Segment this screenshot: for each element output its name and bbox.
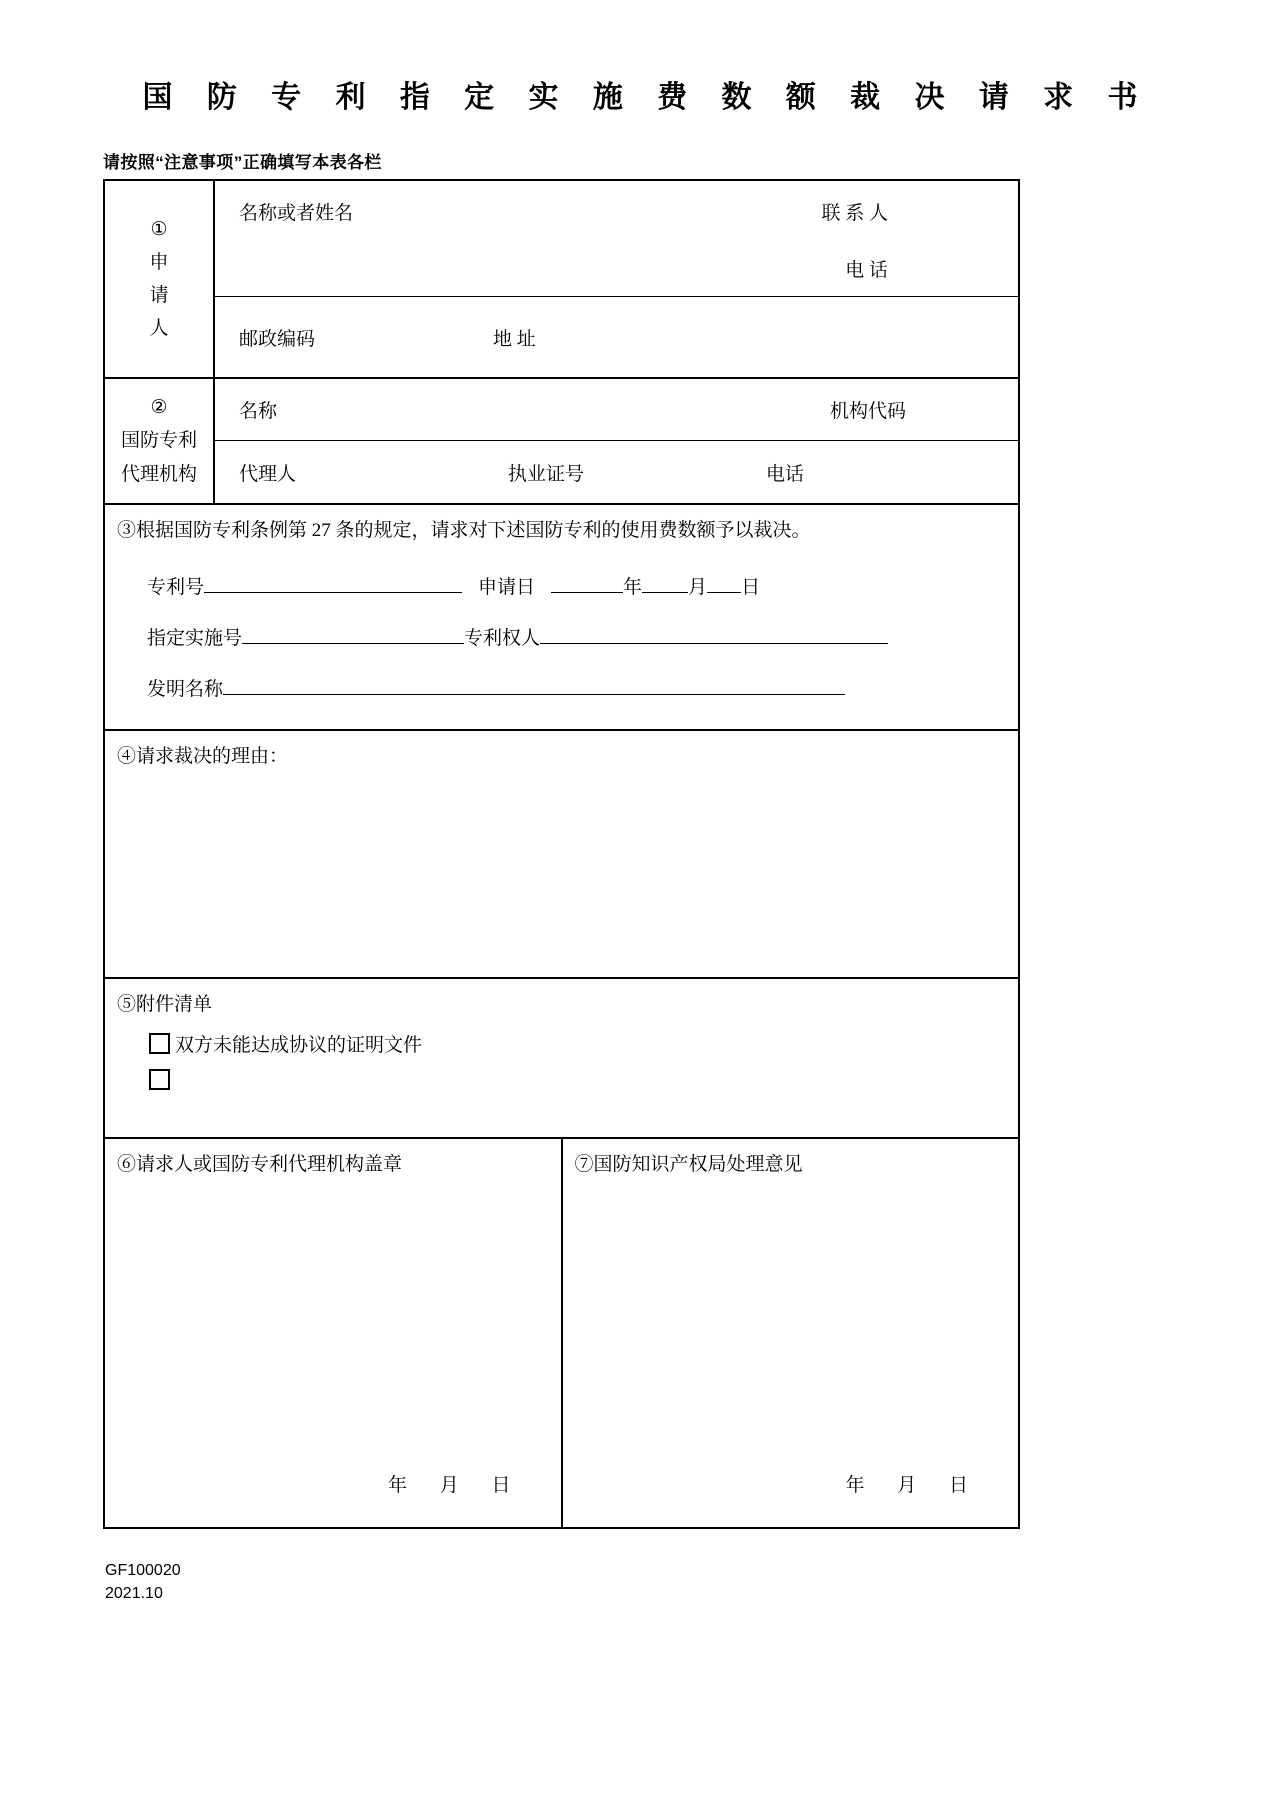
section-request <box>105 505 1018 731</box>
section-applicant-label-line-2: 请 <box>149 285 169 306</box>
section-applicant-label-line-3: 人 <box>149 318 169 340</box>
apply-date-label: 申请日 <box>478 577 536 598</box>
checkbox-icon[interactable] <box>149 1033 170 1054</box>
section-agency-label-line-2: 代理机构 <box>120 463 197 485</box>
section-reason-fields[interactable] <box>105 731 1018 977</box>
section-applicant-number: ① <box>150 218 168 240</box>
agency-name-row[interactable] <box>215 379 1018 441</box>
implementation-number-label: 指定实施号 <box>147 628 243 649</box>
section-applicant-fields <box>215 181 1018 377</box>
agency-code-label: 机构代码 <box>829 401 906 422</box>
section-office-opinion-heading: ⑦国防知识产权局处理意见 <box>574 1154 803 1175</box>
invention-name-line <box>105 674 1018 701</box>
invention-name-input[interactable] <box>223 674 845 695</box>
section-requester-seal[interactable] <box>105 1139 563 1527</box>
apply-month-input[interactable] <box>642 572 688 593</box>
section-attachments-fields <box>105 979 1018 1137</box>
attachment-item-1-label: 双方未能达成协议的证明文件 <box>175 1035 423 1056</box>
patent-number-input[interactable] <box>204 572 462 593</box>
section-agency-label-line-1: 国防专利 <box>120 430 197 452</box>
form-footer <box>105 1559 1280 1605</box>
applicant-address-row[interactable] <box>215 297 1018 377</box>
applicant-phone-row[interactable] <box>215 241 1018 297</box>
attachment-item-2[interactable] <box>149 1069 1018 1090</box>
applicant-phone-label: 电 话 <box>845 260 888 281</box>
day-label: 日 <box>741 577 761 598</box>
invention-name-label: 发明名称 <box>147 679 224 700</box>
office-date-line: 年 月 日 <box>845 1475 982 1496</box>
section-requester-seal-heading: ⑥请求人或国防专利代理机构盖章 <box>117 1154 403 1175</box>
requester-date-line: 年 月 日 <box>387 1475 525 1496</box>
form-code: GF100020 <box>105 1562 181 1579</box>
section-attachments <box>105 979 1018 1139</box>
applicant-address-label: 地 址 <box>493 328 536 350</box>
year-label: 年 <box>623 577 643 598</box>
fill-instruction: 请按照“注意事项”正确填写本表各栏 <box>103 153 382 172</box>
agency-agent-label: 代理人 <box>239 463 297 485</box>
section-agency <box>105 379 1018 505</box>
applicant-name-label: 名称或者姓名 <box>239 202 354 224</box>
agency-name-label: 名称 <box>239 401 278 422</box>
section-request-fields <box>105 505 1018 729</box>
patent-number-line <box>105 572 1018 599</box>
agency-agent-row[interactable] <box>215 441 1018 503</box>
apply-day-input[interactable] <box>707 572 741 593</box>
patent-number-label: 专利号 <box>147 577 205 598</box>
implementation-number-line <box>105 623 1018 650</box>
implementation-number-input[interactable] <box>242 623 464 644</box>
section-reason-heading: ④请求裁决的理由： <box>117 746 289 767</box>
month-label: 月 <box>688 577 708 598</box>
patentee-input[interactable] <box>540 623 888 644</box>
section-applicant <box>105 181 1018 379</box>
section-applicant-label <box>105 181 215 377</box>
section-request-heading: ③根据国防专利条例第 27 条的规定，请求对下述国防专利的使用费数额予以裁决。 <box>117 520 811 541</box>
apply-year-input[interactable] <box>551 572 623 593</box>
form-table <box>103 179 1020 1529</box>
section-agency-label <box>105 379 215 503</box>
applicant-postcode-label: 邮政编码 <box>239 328 316 350</box>
section-agency-fields <box>215 379 1018 503</box>
agency-phone-label: 电话 <box>766 463 805 485</box>
section-agency-number: ② <box>150 397 168 419</box>
section-applicant-label-line-1: 申 <box>149 251 169 273</box>
applicant-name-row[interactable] <box>215 181 1018 241</box>
page-title: 国 防 专 利 指 定 实 施 费 数 额 裁 决 请 求 书 <box>142 81 1151 114</box>
patentee-label: 专利权人 <box>464 628 541 649</box>
section-attachments-heading: ⑤附件清单 <box>117 994 213 1015</box>
applicant-contact-label: 联 系 人 <box>821 202 888 224</box>
form-version-date: 2021.10 <box>105 1585 163 1603</box>
section-reason <box>105 731 1018 979</box>
agency-license-label: 执业证号 <box>508 463 585 485</box>
section-signatures <box>105 1139 1018 1527</box>
section-office-opinion[interactable] <box>563 1139 1019 1527</box>
checkbox-icon[interactable] <box>149 1069 170 1090</box>
attachment-item-1[interactable] <box>149 1030 1018 1057</box>
